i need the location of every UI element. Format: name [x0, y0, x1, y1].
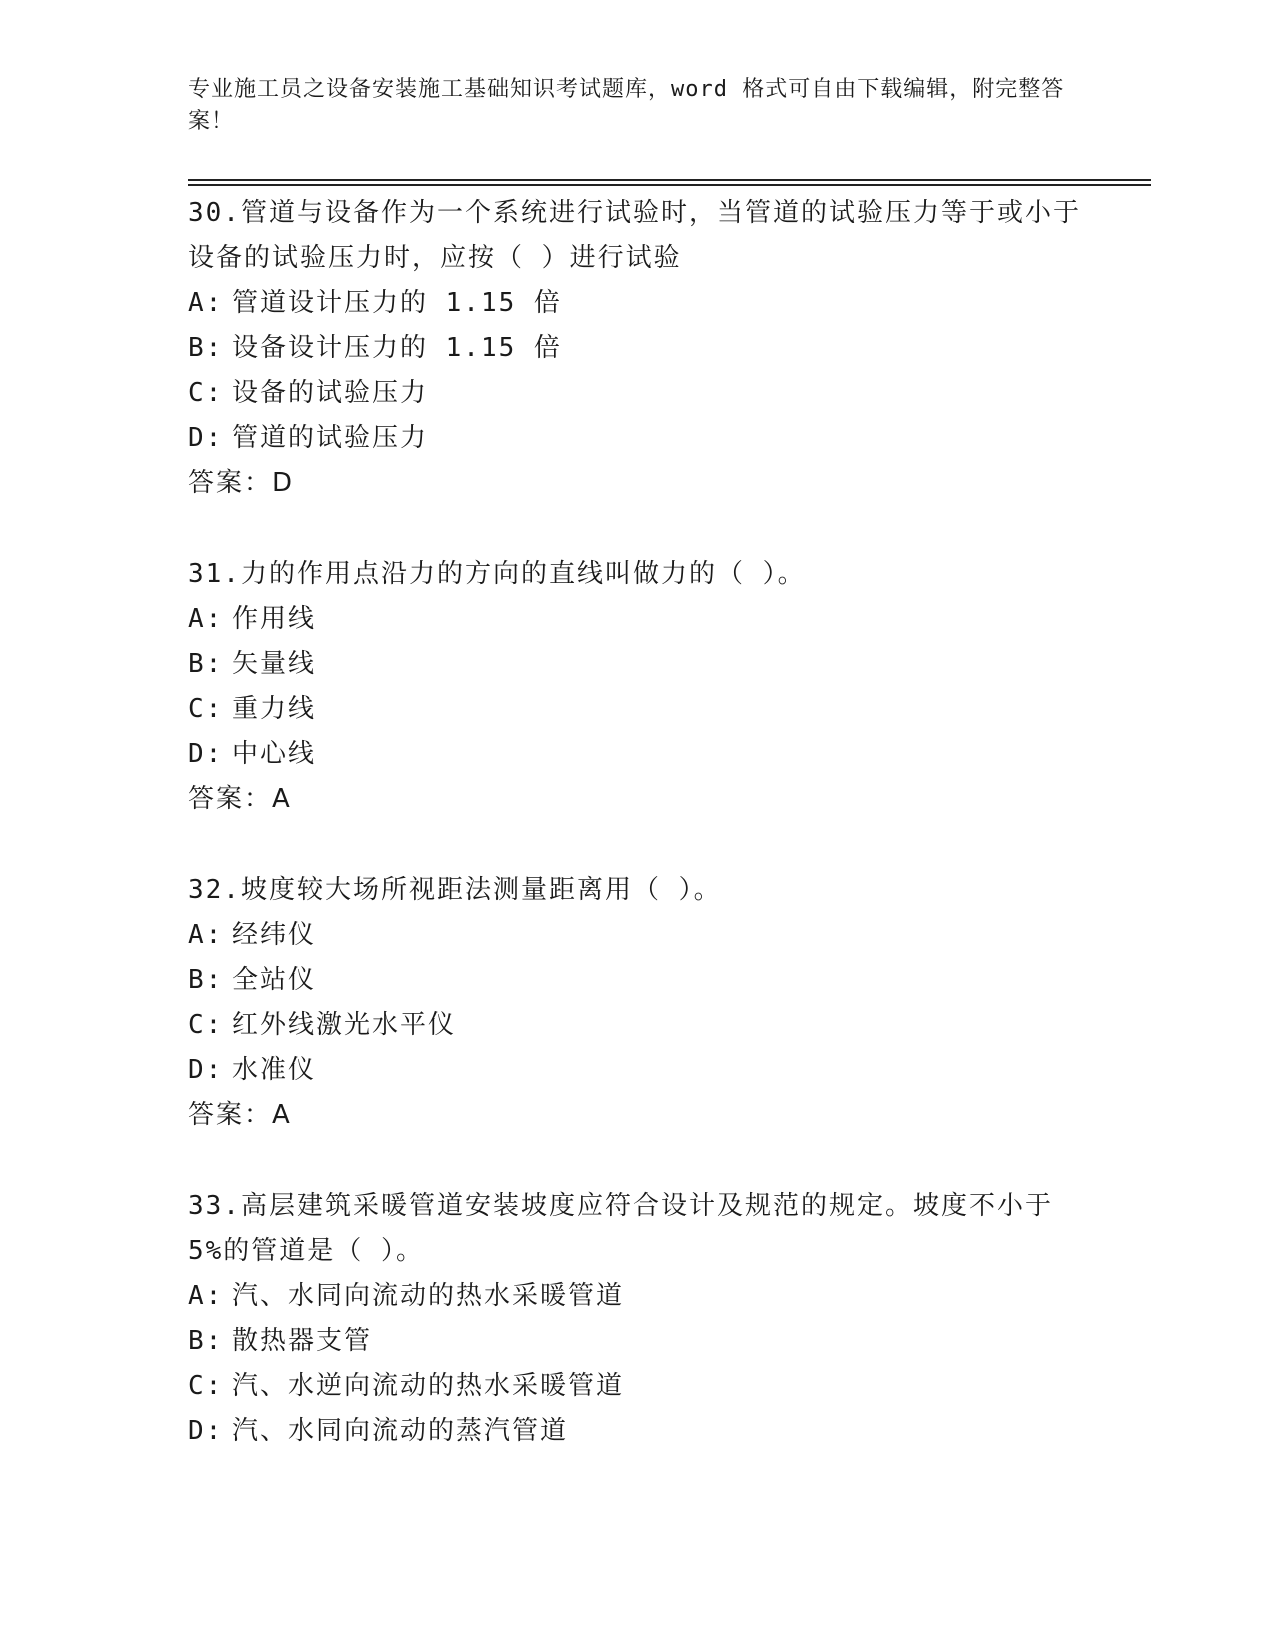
option-letter: A: [188, 1281, 224, 1311]
option-letter: A: [188, 920, 224, 950]
answer-line: 答案：A [188, 1100, 292, 1130]
option-letter: D: [188, 739, 224, 769]
option-b [188, 326, 1088, 371]
header-rule-bottom [188, 184, 1151, 186]
option-letter: D: [188, 1055, 224, 1085]
option-letter: C: [188, 1010, 224, 1040]
option-letter: B: [188, 649, 224, 679]
option-text: 汽、水同向流动的热水采暖管道 [232, 1281, 625, 1311]
option-text: 全站仪 [232, 965, 317, 995]
answer-line: 答案：A [188, 784, 292, 814]
option-letter: A: [188, 604, 224, 634]
option-letter: B: [188, 965, 224, 995]
option-a [188, 913, 1088, 958]
option-letter: A: [188, 288, 224, 318]
option-text: 红外线激光水平仪 [232, 1010, 457, 1040]
option-text: 散热器支管 [232, 1326, 373, 1356]
option-c [188, 1003, 1088, 1048]
question-32 [188, 868, 1088, 1138]
option-a [188, 597, 1088, 642]
header-rule-top [188, 179, 1151, 181]
option-b [188, 1319, 1088, 1364]
question-33 [188, 1184, 1088, 1454]
option-letter: B: [188, 333, 224, 363]
option-text: 经纬仪 [232, 920, 317, 950]
option-c [188, 687, 1088, 732]
option-text: 中心线 [232, 739, 317, 769]
question-list [188, 191, 1088, 1500]
option-c [188, 371, 1088, 416]
option-text: 汽、水逆向流动的热水采暖管道 [232, 1371, 625, 1401]
option-letter: B: [188, 1326, 224, 1356]
option-c [188, 1364, 1088, 1409]
question-stem: 30.管道与设备作为一个系统进行试验时，当管道的试验压力等于或小于设备的试验压力时，应按（ ）进行试验 [188, 198, 1081, 273]
option-a [188, 281, 1088, 326]
option-letter: C: [188, 378, 224, 408]
question-stem: 33.高层建筑采暖管道安装坡度应符合设计及规范的规定。坡度不小于5%的管道是（ ）。 [188, 1191, 1053, 1266]
question-stem: 31.力的作用点沿力的方向的直线叫做力的（ ）。 [188, 559, 806, 589]
option-letter: D: [188, 1416, 224, 1446]
option-text: 重力线 [232, 694, 317, 724]
option-letter: C: [188, 1371, 224, 1401]
question-stem: 32.坡度较大场所视距法测量距离用（ ）。 [188, 875, 722, 905]
document-header: 专业施工员之设备安装施工基础知识考试题库，word 格式可自由下载编辑，附完整答案！ [188, 77, 1065, 134]
option-text: 水准仪 [232, 1055, 317, 1085]
option-d [188, 732, 1088, 777]
option-text: 作用线 [232, 604, 317, 634]
option-text: 管道的试验压力 [232, 423, 429, 453]
option-text: 管道设计压力的 1.15 倍 [232, 288, 562, 318]
option-text: 设备设计压力的 1.15 倍 [232, 333, 562, 363]
question-31 [188, 552, 1088, 822]
option-a [188, 1274, 1088, 1319]
option-b [188, 642, 1088, 687]
option-letter: D: [188, 423, 224, 453]
option-text: 矢量线 [232, 649, 317, 679]
option-b [188, 958, 1088, 1003]
question-30 [188, 191, 1088, 506]
option-d [188, 1048, 1088, 1093]
option-letter: C: [188, 694, 224, 724]
answer-line: 答案：D [188, 468, 295, 498]
option-text: 汽、水同向流动的蒸汽管道 [232, 1416, 569, 1446]
option-d [188, 416, 1088, 461]
option-d [188, 1409, 1088, 1454]
option-text: 设备的试验压力 [232, 378, 429, 408]
